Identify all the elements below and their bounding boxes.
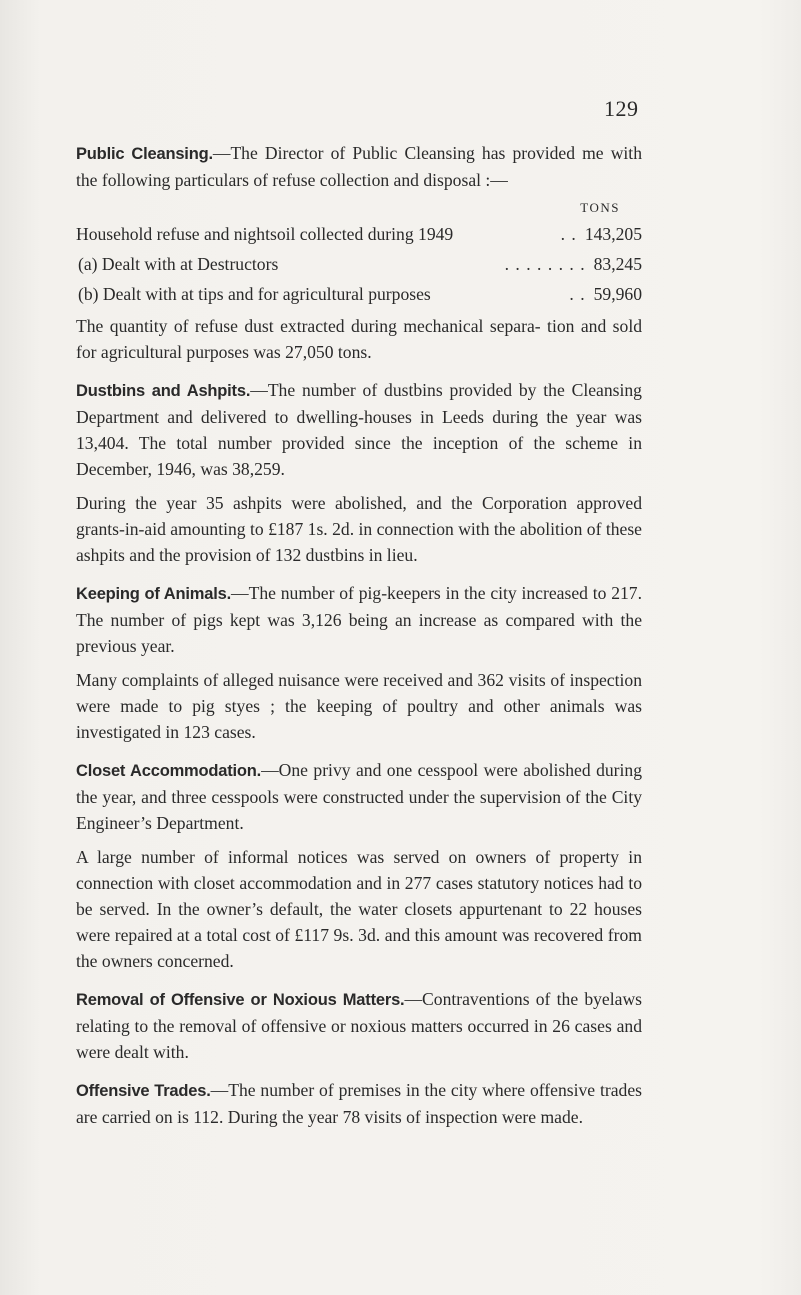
leader-dots: . . xyxy=(569,284,586,304)
animals-text-1: —The number of pig-keepers in the city increased to 217. The number of pigs kept was 3,126 being an increase as compared with the previous year. xyxy=(76,583,642,656)
animals-heading: Keeping of Animals. xyxy=(76,585,231,603)
section-offensive-trades xyxy=(76,1077,642,1130)
closet-paragraph-2: A large number of informal notices was served on owners of property in connection with closet accommodation and in 277 cases statutory notices had to be served. In the owner’s default, the water closets appurtenant to 22 houses were repaired at a total cost of £117 9s. 3d. and this amount was recovered from the owners concerned. xyxy=(76,847,642,971)
trades-paragraph xyxy=(76,1077,642,1130)
closet-heading: Closet Accommodation. xyxy=(76,762,262,780)
animals-paragraph-2: Many complaints of alleged nuisance were received and 362 visits of inspection were made to pig styes ; the keeping of poultry and other animals was investigated in 123 cases. xyxy=(76,670,642,742)
page-content xyxy=(76,140,642,1140)
refuse-row-destructors xyxy=(76,249,642,279)
refuse-dust-paragraph: The quantity of refuse dust extracted during mechanical separa- tion and sold for agricultural purposes was 27,050 tons. xyxy=(76,316,642,362)
dustbins-paragraph-2: During the year 35 ashpits were abolished, and the Corporation approved grants-in-aid amounting to £187 1s. 2d. in connection with the abolition of these ashpits and the provision of 132 dustbins in lieu. xyxy=(76,493,642,565)
trades-heading: Offensive Trades. xyxy=(76,1082,211,1100)
closet-paragraph-1 xyxy=(76,757,642,836)
public-cleansing-heading: Public Cleansing. xyxy=(76,145,213,163)
dustbins-text-1: —The number of dustbins provided by the Cleansing Department and delivered to dwelling-houses in Leeds during the year was 13,404. The total number provided since the inception of the scheme in December, 1946, was 38,259. xyxy=(76,380,642,479)
refuse-row-label: (a) Dealt with at Destructors xyxy=(78,254,279,274)
refuse-row-label: (b) Dealt with at tips and for agricultural purposes xyxy=(78,284,431,304)
section-dustbins-ashpits xyxy=(76,377,642,568)
refuse-row-tips xyxy=(76,279,642,309)
removal-heading: Removal of Offensive or Noxious Matters. xyxy=(76,991,405,1009)
refuse-row-total xyxy=(76,219,642,249)
refuse-row-value: 59,960 xyxy=(593,284,642,304)
page-number: 129 xyxy=(604,96,639,121)
dustbins-heading: Dustbins and Ashpits. xyxy=(76,382,251,400)
tons-column-header: TONS xyxy=(580,200,620,215)
refuse-row-value: 83,245 xyxy=(593,254,642,274)
animals-paragraph-1 xyxy=(76,580,642,659)
leader-dots: . . xyxy=(560,224,577,244)
section-public-cleansing xyxy=(76,140,642,365)
section-removal-offensive xyxy=(76,986,642,1065)
refuse-row-value: 143,205 xyxy=(584,224,642,244)
removal-text: —Contraventions of the byelaws relating to the removal of offensive or noxious matters occurred in 26 cases and were dealt with. xyxy=(76,989,642,1062)
dustbins-paragraph-1 xyxy=(76,377,642,482)
trades-text: —The number of premises in the city where offensive trades are carried on is 112. During the year 78 visits of inspection were made. xyxy=(76,1080,642,1127)
refuse-row-label: Household refuse and nightsoil collected during 1949 xyxy=(76,224,454,244)
leader-dots: . . . . . . . . xyxy=(504,254,586,274)
section-keeping-animals xyxy=(76,580,642,745)
section-closet-accommodation xyxy=(76,757,642,974)
public-cleansing-intro: —The Director of Public Cleansing has provided me with the following particulars of refuse collection and disposal :— xyxy=(76,143,642,190)
public-cleansing-paragraph xyxy=(76,140,642,193)
removal-paragraph xyxy=(76,986,642,1065)
closet-text-1: —One privy and one cesspool were abolished during the year, and three cesspools were constructed under the supervision of the City Engineer’s Department. xyxy=(76,760,643,833)
